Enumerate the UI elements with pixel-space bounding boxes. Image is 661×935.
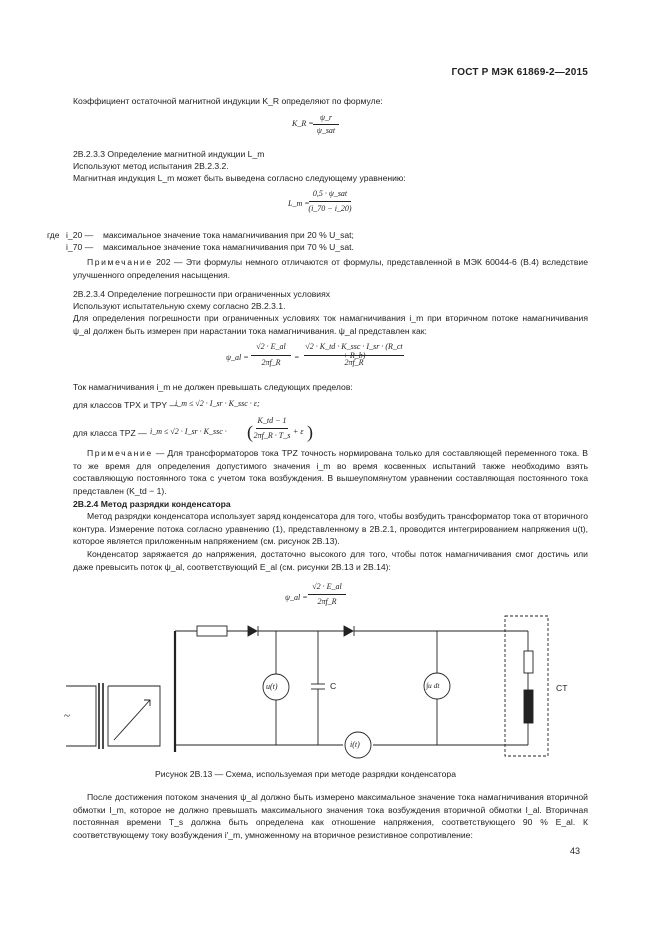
formula-lm-lhs: L_m = bbox=[288, 199, 310, 208]
section-2b233-line2: Используют метод испытания 2B.2.3.2. bbox=[73, 161, 229, 171]
final-paragraph: После достижения потоком значения ψ_al должно быть измерено максимальное значение тока намагничивания вторичной обмотки I_m, которое не должно превышать максимального значения тока возбуждения вторичной обмотки I_al. Вторичная постоянная времени T_s должна быть определена как отношение напряжения, соответствующего 90 % E_al. К соответствующему току возбуждения i′_m, умноженному на вторичное резистивное сопротивление: bbox=[73, 792, 588, 840]
limit-tpz-tail: + ε bbox=[293, 427, 304, 436]
formula-psi-num2: √2 · K_td · K_ssc · I_sr · (R_ct + R_b) bbox=[305, 342, 403, 360]
limit-tpx-tpy-formula: i_m ≤ √2 · I_sr · K_ssc · ε; bbox=[175, 399, 260, 408]
formula-psi-equals: = bbox=[294, 353, 300, 362]
formula-psi-num1: √2 · E_al bbox=[256, 342, 286, 351]
label-it: i(t) bbox=[350, 740, 360, 749]
limit-tpz-open-paren: ( bbox=[247, 422, 253, 442]
limits-intro: Ток намагничивания i_m не должен превышать следующих пределов: bbox=[73, 382, 353, 392]
formula-kr-numerator: ψ_r bbox=[319, 113, 333, 122]
section-2b234-paragraph: Для определения погрешности при ограниченных условиях ток намагничивания i_m при вторичном потоке намагничивания ψ_al должен быть измерен при нарастании тока намагничивания. ψ_al представлен как: bbox=[73, 313, 588, 336]
formula-psi2-lhs: ψ_al = bbox=[285, 593, 308, 602]
standard-header: ГОСТ Р МЭК 61869-2—2015 bbox=[451, 67, 588, 78]
label-ut: u(t) bbox=[266, 682, 278, 691]
note-202-text: 202 — Эти формулы немного отличаются от формулы, представленной в МЭК 60044-6 (B.4) вследствие улучшенного определения насыщения. bbox=[73, 257, 588, 280]
def-i70-text: максимальное значение тока намагничивания при 70 % U_sat. bbox=[103, 242, 354, 252]
formula-psi-den1: 2πf_R bbox=[261, 358, 281, 367]
section-2b233-title: 2B.2.3.3 Определение магнитной индукции L_m bbox=[73, 149, 265, 159]
limit-tpz-numerator: K_td − 1 bbox=[257, 416, 287, 425]
ac-source-icon: ~ bbox=[64, 710, 70, 722]
limit-tpz-formula-part: i_m ≤ √2 · I_sr · K_ssc · bbox=[150, 427, 227, 436]
formula-psi2-numerator: √2 · E_al bbox=[312, 582, 342, 591]
section-2b234-title: 2B.2.3.4 Определение погрешности при ограниченных условиях bbox=[73, 289, 331, 299]
formula-kr-denominator: ψ_sat bbox=[316, 126, 336, 135]
label-integrator: ∫u dt bbox=[426, 681, 440, 690]
note-tpz-text: — Для трансформаторов тока TPZ точность нормирована только для составляющей переменного тока. В то же время для определения допустимого значения i_m во время косвенных испытаний также необходимо взять составляющую постоянного тока с учетом тока возбуждения. В вышеупомянутом уравнении составляющая постоянного тока представлен (K_td − 1). bbox=[73, 448, 588, 496]
page-number: 43 bbox=[570, 846, 581, 856]
formula-psi-den2: 2πf_R bbox=[344, 358, 364, 367]
limit-tpz-close-paren: ) bbox=[307, 422, 313, 442]
def-i20-text: максимальное значение тока намагничивания при 20 % U_sat; bbox=[103, 230, 354, 240]
def-i70-symbol: i_70 — bbox=[66, 242, 94, 252]
limit-tpx-tpy-label: для классов TPX и TPY — bbox=[73, 400, 178, 410]
section-2b233-line3: Магнитная индукция L_m может быть выведена согласно следующему уравнению: bbox=[73, 173, 406, 183]
limit-tpz-label: для класса TPZ — bbox=[73, 428, 147, 438]
section-2b24-paragraph2: Конденсатор заряжается до напряжения, достаточно высокого для того, чтобы поток намагничивания смог достичь или даже превысить поток ψ_al, соответствующий E_al (см. рисунки 2B.13 и 2B.14): bbox=[73, 549, 588, 572]
formula-kr-lhs: K_R = bbox=[292, 119, 314, 128]
formula-lm-denominator: (i_70 − i_20) bbox=[308, 204, 352, 213]
def-i20-symbol: i_20 — bbox=[66, 230, 94, 240]
formula-lm-numerator: 0,5 · ψ_sat bbox=[312, 189, 348, 198]
section-2b24-paragraph1: Метод разрядки конденсатора использует заряд конденсатора для того, чтобы возбудить трансформатор тока от вторичного контура. Измерение потока согласно уравнению (1), представленному в 2B.2.1, проводится интегрированием напряжения u(t), которое является приложенным напряжением (см. рисунок 2B.13). bbox=[73, 511, 588, 547]
note-tpz-label: Примечание bbox=[87, 448, 153, 458]
label-capacitor: C bbox=[330, 681, 337, 691]
formula-psi2-denominator: 2πf_R bbox=[317, 597, 337, 606]
section-2b24-title: 2B.2.4 Метод разрядки конденсатора bbox=[73, 499, 231, 509]
where-label: где bbox=[47, 230, 60, 240]
note-202-label: Примечание bbox=[87, 257, 153, 267]
limit-tpz-denominator: 2πf_R · T_s bbox=[253, 431, 291, 440]
figure-caption: Рисунок 2B.13 — Схема, используемая при методе разрядки конденсатора bbox=[155, 769, 456, 779]
formula-psi-lhs: ψ_al = bbox=[226, 353, 249, 362]
section-2b234-line2: Используют испытательную схему согласно 2B.2.3.1. bbox=[73, 301, 286, 311]
paragraph-kr-intro: Коэффициент остаточной магнитной индукции K_R определяют по формуле: bbox=[73, 96, 383, 106]
label-ct: CT bbox=[556, 683, 568, 693]
